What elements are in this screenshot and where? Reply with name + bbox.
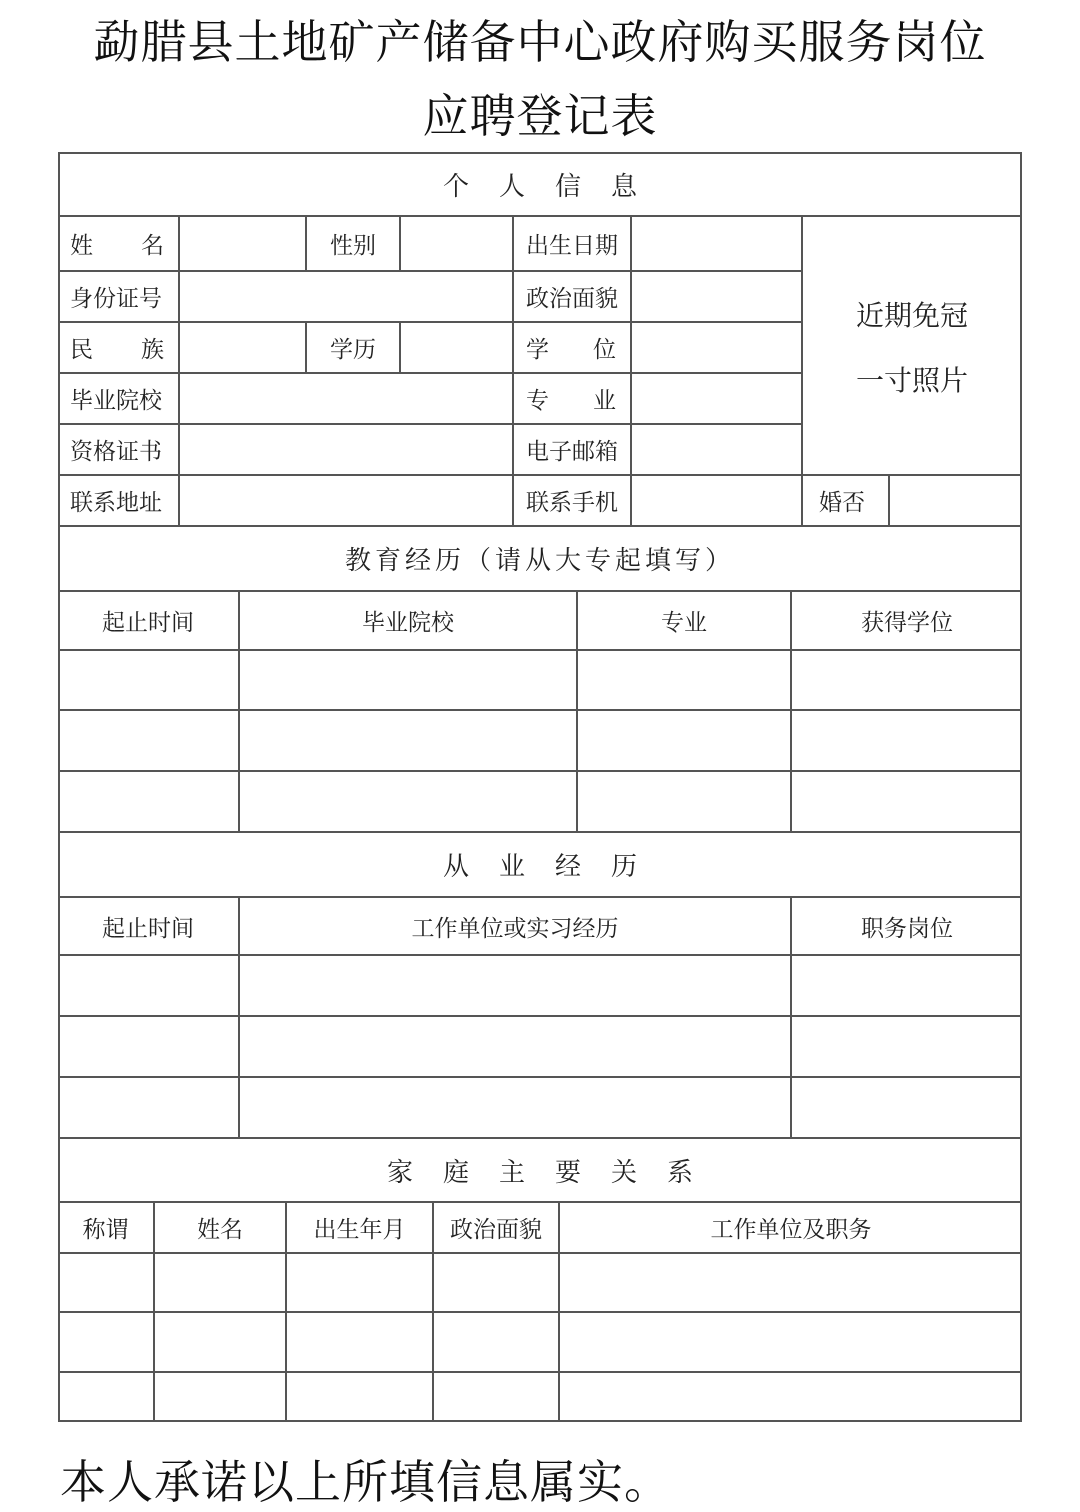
photo-caption-line-1: 近期免冠 (855, 299, 968, 332)
input-gender[interactable] (401, 216, 512, 270)
input-email[interactable] (632, 425, 801, 474)
section-title-work-history: 从业经历 (442, 852, 667, 882)
photo-box[interactable] (803, 216, 1022, 474)
work-history-rows[interactable] (58, 956, 1022, 1137)
input-political-status[interactable] (632, 272, 801, 321)
header-family-relation: 称谓 (82, 1217, 129, 1243)
label-email: 电子邮箱 (526, 439, 618, 465)
header-work-period: 起止时间 (102, 915, 194, 942)
input-id-number[interactable] (180, 272, 512, 321)
label-ethnicity: 民 族 (70, 337, 164, 363)
input-address[interactable] (180, 476, 512, 525)
label-mobile: 联系手机 (526, 490, 618, 516)
input-name[interactable] (180, 216, 305, 270)
section-title-education-history (58, 527, 1022, 590)
header-work-position: 职务岗位 (861, 915, 953, 942)
section-title-family: 家庭主要关系 (386, 1157, 723, 1188)
label-gender: 性别 (330, 232, 376, 259)
input-marital-status[interactable] (890, 476, 1022, 525)
header-edu-period: 起止时间 (102, 610, 194, 636)
form-title-line-1: 勐腊县土地矿产储备中心政府购买服务岗位 (93, 15, 987, 69)
header-family-name: 姓名 (197, 1217, 243, 1243)
pledge-statement: 本人承诺以上所填信息属实。 (60, 1455, 671, 1509)
label-id-number: 身份证号 (70, 286, 162, 312)
section-title-personal-info: 个人信息 (442, 171, 667, 202)
label-political-status: 政治面貌 (526, 286, 618, 312)
label-school: 毕业院校 (70, 388, 162, 414)
header-work-employer: 工作单位或实习经历 (411, 915, 619, 942)
family-rows[interactable] (58, 1254, 1022, 1420)
label-degree: 学 位 (526, 337, 616, 363)
education-history-rows[interactable] (58, 651, 1022, 831)
label-marital-status: 婚否 (819, 490, 865, 516)
input-mobile[interactable] (632, 476, 801, 525)
label-education: 学历 (330, 337, 376, 363)
header-edu-degree: 获得学位 (861, 610, 953, 636)
photo-caption-line-2: 一寸照片 (855, 364, 968, 397)
input-degree[interactable] (632, 323, 801, 372)
input-education[interactable] (401, 323, 512, 372)
input-major[interactable] (632, 374, 801, 423)
label-name: 姓 名 (70, 232, 164, 259)
input-school[interactable] (180, 374, 512, 423)
label-address: 联系地址 (70, 490, 162, 516)
header-family-employer: 工作单位及职务 (710, 1217, 872, 1243)
label-major: 专 业 (526, 388, 616, 414)
input-birth-date[interactable] (632, 216, 801, 270)
header-edu-school: 毕业院校 (362, 610, 454, 636)
header-edu-major: 专业 (661, 610, 707, 636)
header-family-birth: 出生年月 (313, 1217, 406, 1243)
label-birth-date: 出生日期 (526, 232, 618, 259)
education-history-title: 教育经历（请从大专起填写） (344, 546, 735, 576)
label-certificate: 资格证书 (70, 439, 162, 465)
input-certificate[interactable] (180, 425, 512, 474)
form-title-line-2: 应聘登记表 (422, 89, 658, 143)
input-ethnicity[interactable] (180, 323, 305, 372)
header-family-political: 政治面貌 (450, 1217, 542, 1243)
